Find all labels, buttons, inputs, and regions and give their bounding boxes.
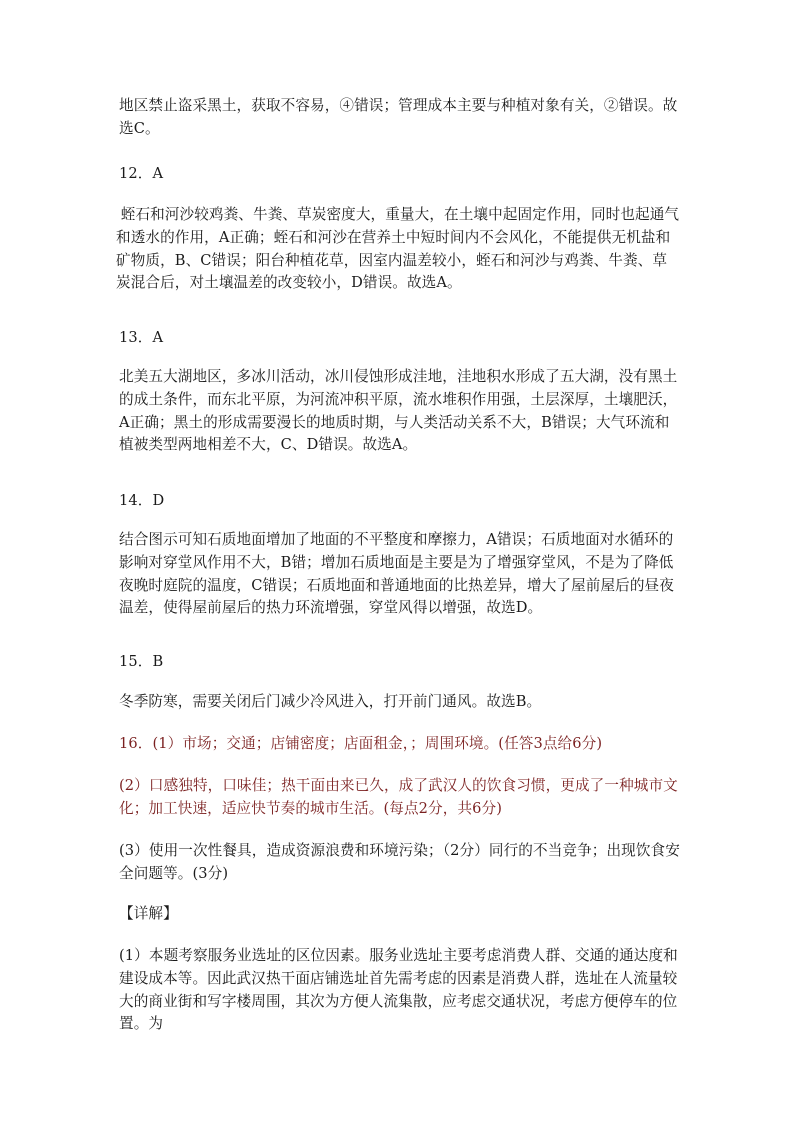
answer-14-heading: 14．D [119,492,165,509]
answer-16-part-3: (3）使用一次性餐具，造成资源浪费和环境污染；（2分）同行的不当竞争；出现饮食安全问题等。(3分) [119,842,680,882]
answer-11-continuation: 地区禁止盗采黑土，获取不容易，④错误；管理成本主要与种植对象有关，②错误。故选C。 [119,97,678,137]
answer-15-heading: 15．B [119,653,164,670]
answer-15-explanation: 冬季防寒，需要关闭后门减少冷风进入，打开前门通风。故选B。 [119,693,542,710]
answer-13-explanation: 北美五大湖地区，多冰川活动，冰川侵蚀形成洼地，洼地积水形成了五大湖，没有黑土的成土条件，而东北平原，为河流冲积平原，流水堆积作用强，土层深厚，土壤肥沃，A正确；黑土的形成需要漫长的地质时期，与人类活动关系不大，B错误；大气环流和植被类型两地相差不大，C、D错误。故选A。 [119,368,678,454]
answer-14-explanation: 结合图示可知石质地面增加了地面的不平整度和摩擦力，A错误；石质地面对水循环的影响对穿堂风作用不大，B错；增加石质地面是主要是为了增强穿堂风，不是为了降低夜晚时庭院的温度，C错误；石质地面和普通地面的比热差异，增大了屋前屋后的昼夜温差，使得屋前屋后的热力环流增强，穿堂风得以增强，故选D。 [119,531,674,617]
detail-heading: 【详解】 [119,905,178,922]
answer-13-heading: 13．A [119,329,164,346]
answer-16-part-2: (2）口感独特，口味佳；热干面由来已久，成了武汉人的饮食习惯，更成了一种城市文化；加工快速，适应快节奏的城市生活。(每点2分，共6分) [119,777,678,817]
detail-paragraph-1: (1）本题考察服务业选址的区位因素。服务业选址主要考虑消费人群、交通的通达度和建设成本等。因此武汉热干面店铺选址首先需考虑的因素是消费人群，选址在人流量较大的商业街和写字楼周围，其次为方便人流集散，应考虑交通状况，考虑方便停车的位置。为 [119,947,678,1033]
answer-16-part-1: 16．(1）市场；交通；店铺密度；店面租金，；周围环境。(任答3点给6分) [119,735,603,752]
answer-12-explanation: 蛭石和河沙较鸡粪、牛粪、草炭密度大，重量大，在土壤中起固定作用，同时也起通气和透水的作用，A正确；蛭石和河沙在营养土中短时间内不会风化，不能提供无机盐和矿物质，B、C错误；阳台种植花草，因室内温差较小，蛭石和河沙与鸡粪、牛粪、草炭混合后，对土壤温差的改变较小，D错误。故选A。 [116,206,680,292]
answer-12-heading: 12．A [119,165,164,182]
